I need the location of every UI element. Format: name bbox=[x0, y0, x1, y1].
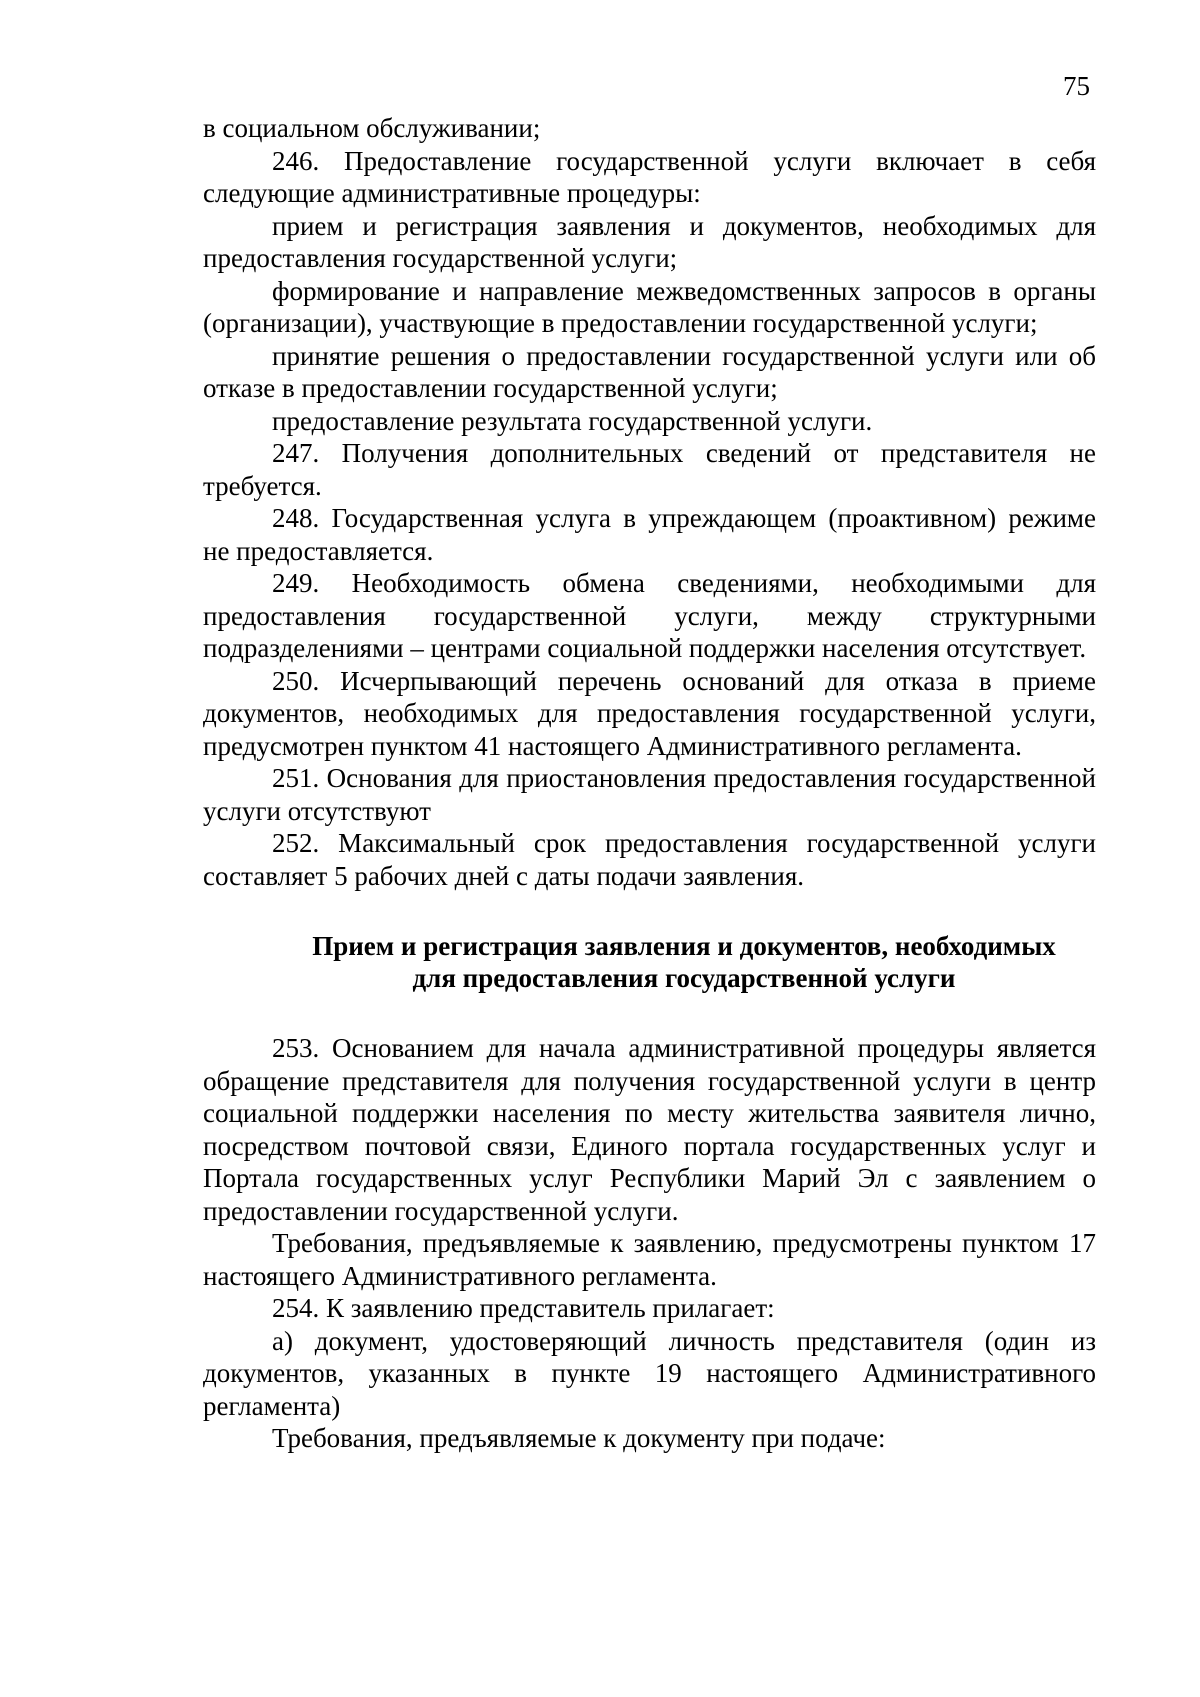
paragraph-application-requirements: Требования, предъявляемые к заявлению, предусмотрены пунктом 17 настоящего Административного регламента. bbox=[203, 1228, 1096, 1291]
paragraph-253: 253. Основанием для начала административной процедуры является обращение представителя для получения государственной услуги в центр социальной поддержки населения по месту жительства заявителя лично, посредством почтовой связи, Единого портала государственных услуг и Портала государственных услуг Республики Марий Эл с заявлением о предоставлении государственной услуги. bbox=[203, 1033, 1096, 1226]
paragraph-continuation: в социальном обслуживании; bbox=[203, 113, 541, 143]
paragraph-procedure-reception: прием и регистрация заявления и документов, необходимых для предоставления государственной услуги; bbox=[203, 210, 1096, 273]
paragraph-document-requirements: Требования, предъявляемые к документу при подаче: bbox=[272, 1423, 886, 1453]
paragraph-procedure-requests: формирование и направление межведомственных запросов в органы (организации), участвующие в предоставлении государственной услуги; bbox=[203, 275, 1096, 338]
paragraph-254: 254. К заявлению представитель прилагает: bbox=[272, 1293, 775, 1323]
section-heading-line-2: для предоставления государственной услуги bbox=[412, 963, 956, 993]
paragraph-246: 246. Предоставление государственной услуги включает в себя следующие административные процедуры: bbox=[203, 145, 1096, 208]
paragraph-248: 248. Государственная услуга в упреждающем (проактивном) режиме не предоставляется. bbox=[203, 503, 1096, 566]
paragraph-procedure-result: предоставление результата государственной услуги. bbox=[272, 405, 873, 436]
paragraph-247: 247. Получения дополнительных сведений от представителя не требуется. bbox=[203, 438, 1096, 501]
section-heading-line-1: Прием и регистрация заявления и документов, необходимых bbox=[312, 931, 1056, 961]
paragraph-249: 249. Необходимость обмена сведениями, необходимыми для предоставления государственной услуги, между структурными подразделениями – центрами социальной поддержки населения отсутствует. bbox=[203, 568, 1096, 663]
section-heading bbox=[203, 930, 1096, 994]
paragraph-procedure-decision: принятие решения о предоставлении государственной услуги или об отказе в предоставлении государственной услуги; bbox=[203, 340, 1096, 403]
document-body bbox=[203, 112, 1096, 1455]
paragraph-251: 251. Основания для приостановления предоставления государственной услуги отсутствуют bbox=[203, 763, 1096, 826]
paragraph-250: 250. Исчерпывающий перечень оснований для отказа в приеме документов, необходимых для предоставления государственной услуги, предусмотрен пунктом 41 настоящего Административного регламента. bbox=[203, 665, 1096, 761]
paragraph-252: 252. Максимальный срок предоставления государственной услуги составляет 5 рабочих дней с даты подачи заявления. bbox=[203, 828, 1096, 891]
page-number: 75 bbox=[1063, 71, 1090, 101]
paragraph-254-item-a: а) документ, удостоверяющий личность представителя (один из документов, указанных в пункте 19 настоящего Административного регламента) bbox=[203, 1325, 1096, 1421]
